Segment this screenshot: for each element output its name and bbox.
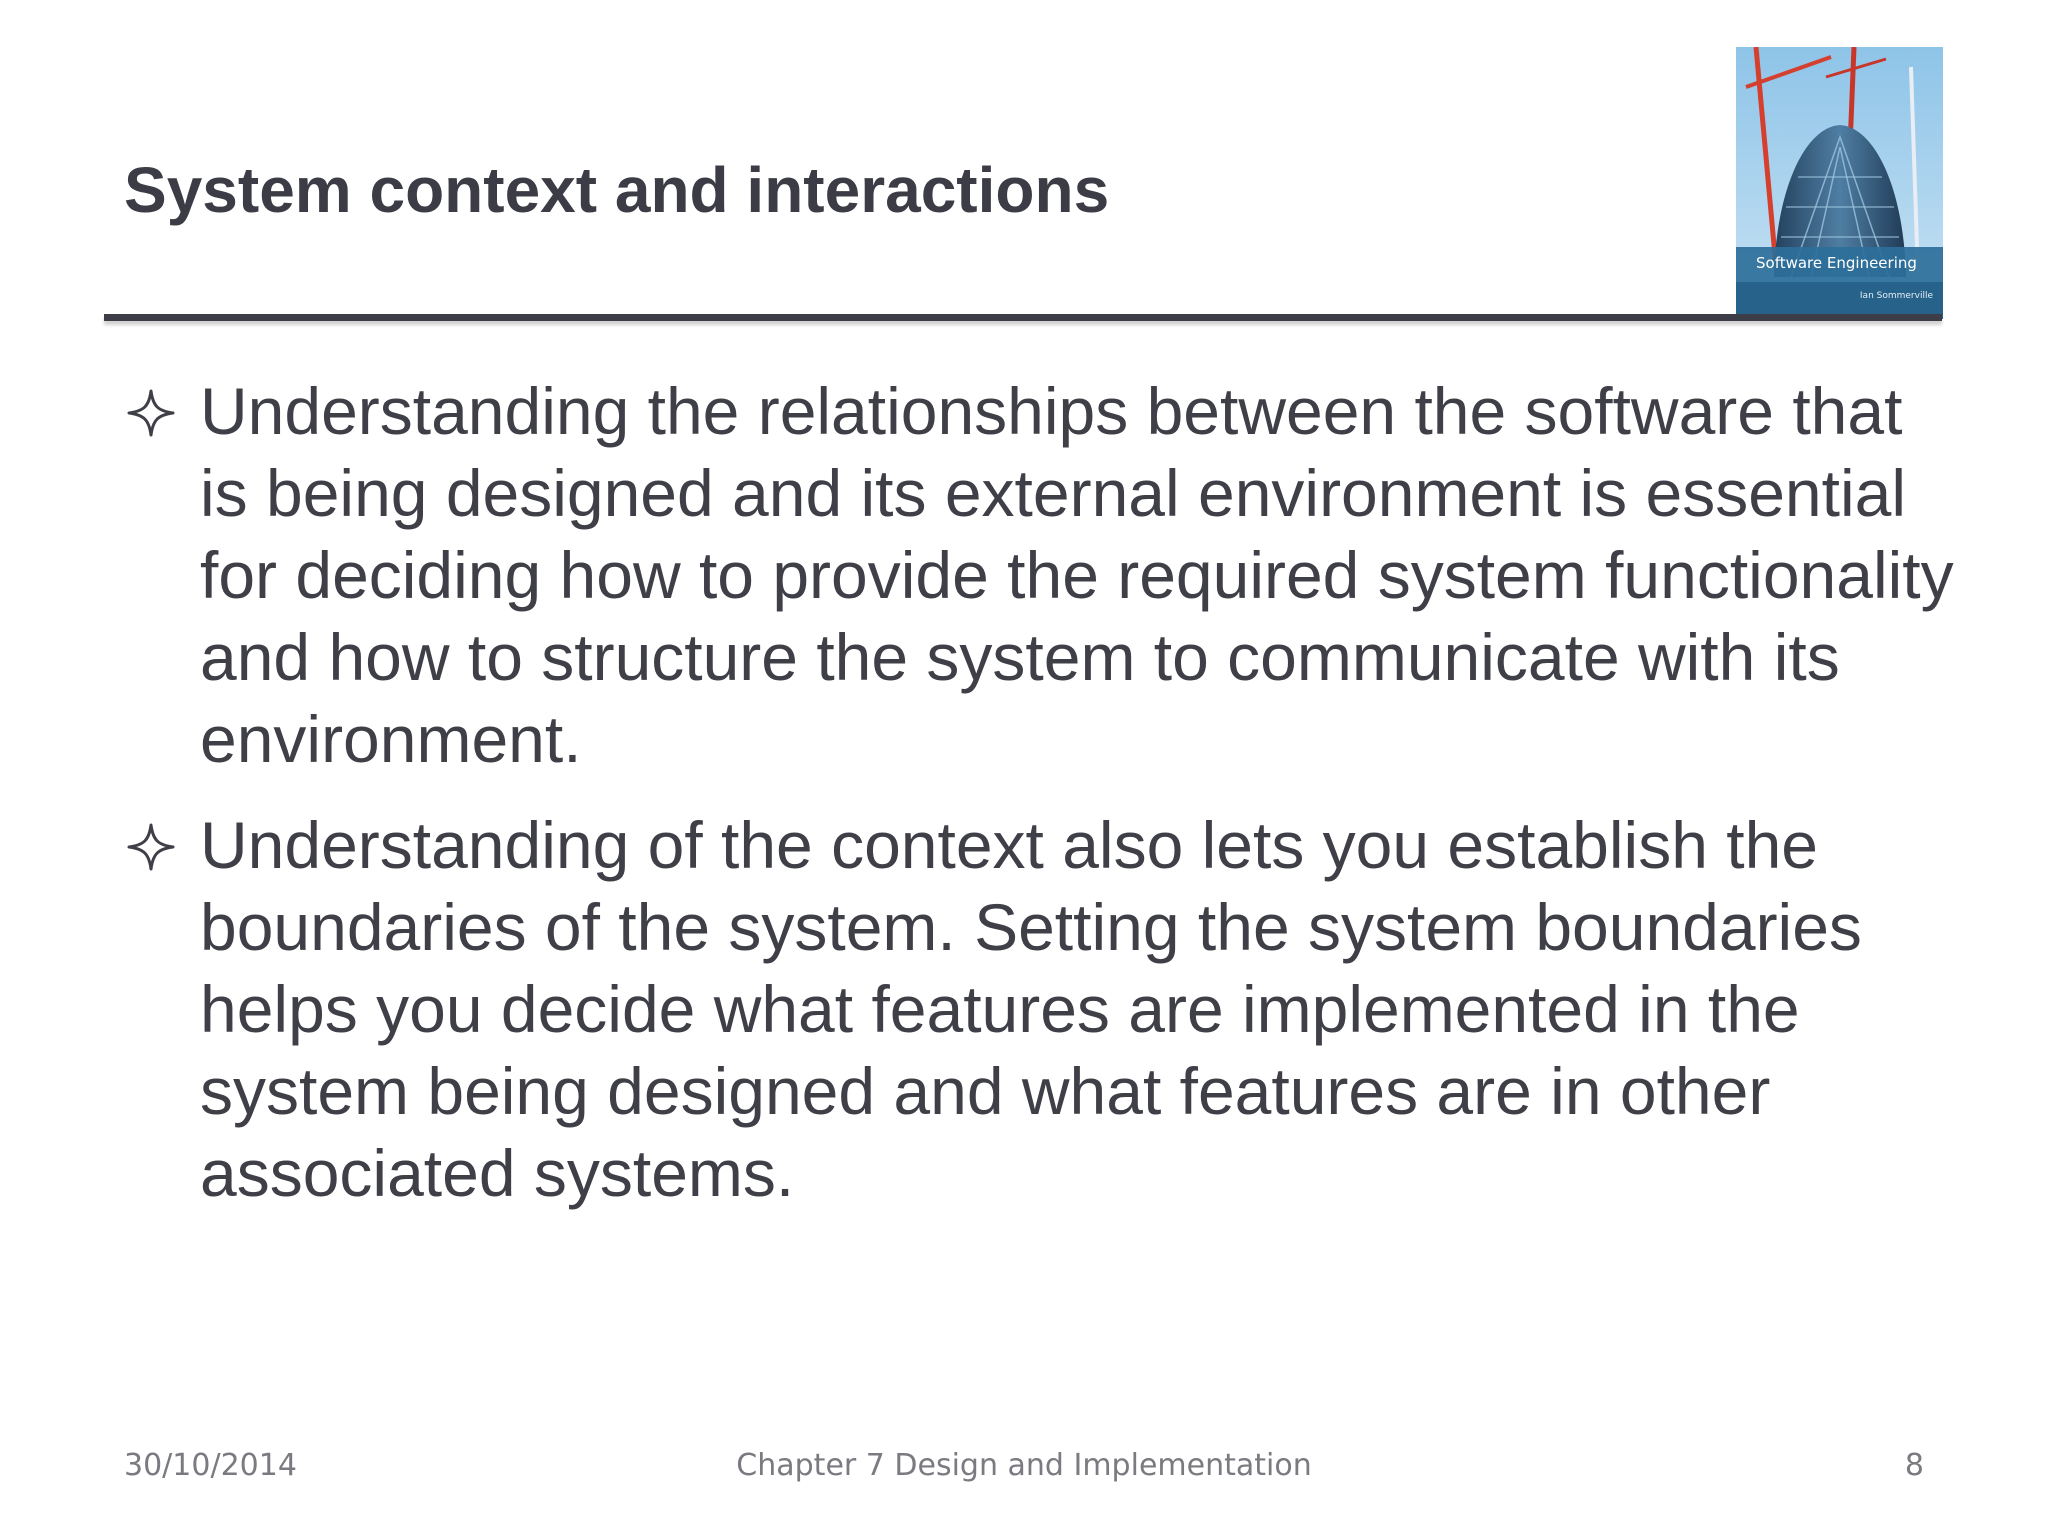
book-cover-logo: [1736, 47, 1943, 319]
bullet-list: [124, 370, 1954, 1238]
bullet-text: Understanding of the context also lets you establish the boundaries of the system. Setting the system boundaries helps you decide what features are implemented in the system being designed and what features are in other associated systems.: [200, 808, 1862, 1210]
four-point-star-icon: [126, 370, 184, 452]
logo-caption: Software Engineering: [1756, 254, 1917, 272]
bullet-text: Understanding the relationships between the software that is being designed and its external environment is essential for deciding how to provide the required system functionality and how to structure the system to communicate with its environment.: [200, 374, 1954, 776]
slide-title: System context and interactions: [124, 154, 1110, 226]
page-number: 8: [1904, 1448, 1924, 1483]
footer-chapter: [0, 1446, 2048, 1486]
logo-author: Ian Sommerville: [1859, 291, 1933, 301]
title-divider: [104, 314, 1942, 321]
footer-chapter-label: Chapter 7 Design and Implementation: [736, 1448, 1312, 1483]
bullet-item: [124, 370, 1954, 780]
footer-date: 30/10/2014: [124, 1448, 297, 1483]
bullet-item: [124, 804, 1954, 1214]
four-point-star-icon: [126, 804, 184, 886]
